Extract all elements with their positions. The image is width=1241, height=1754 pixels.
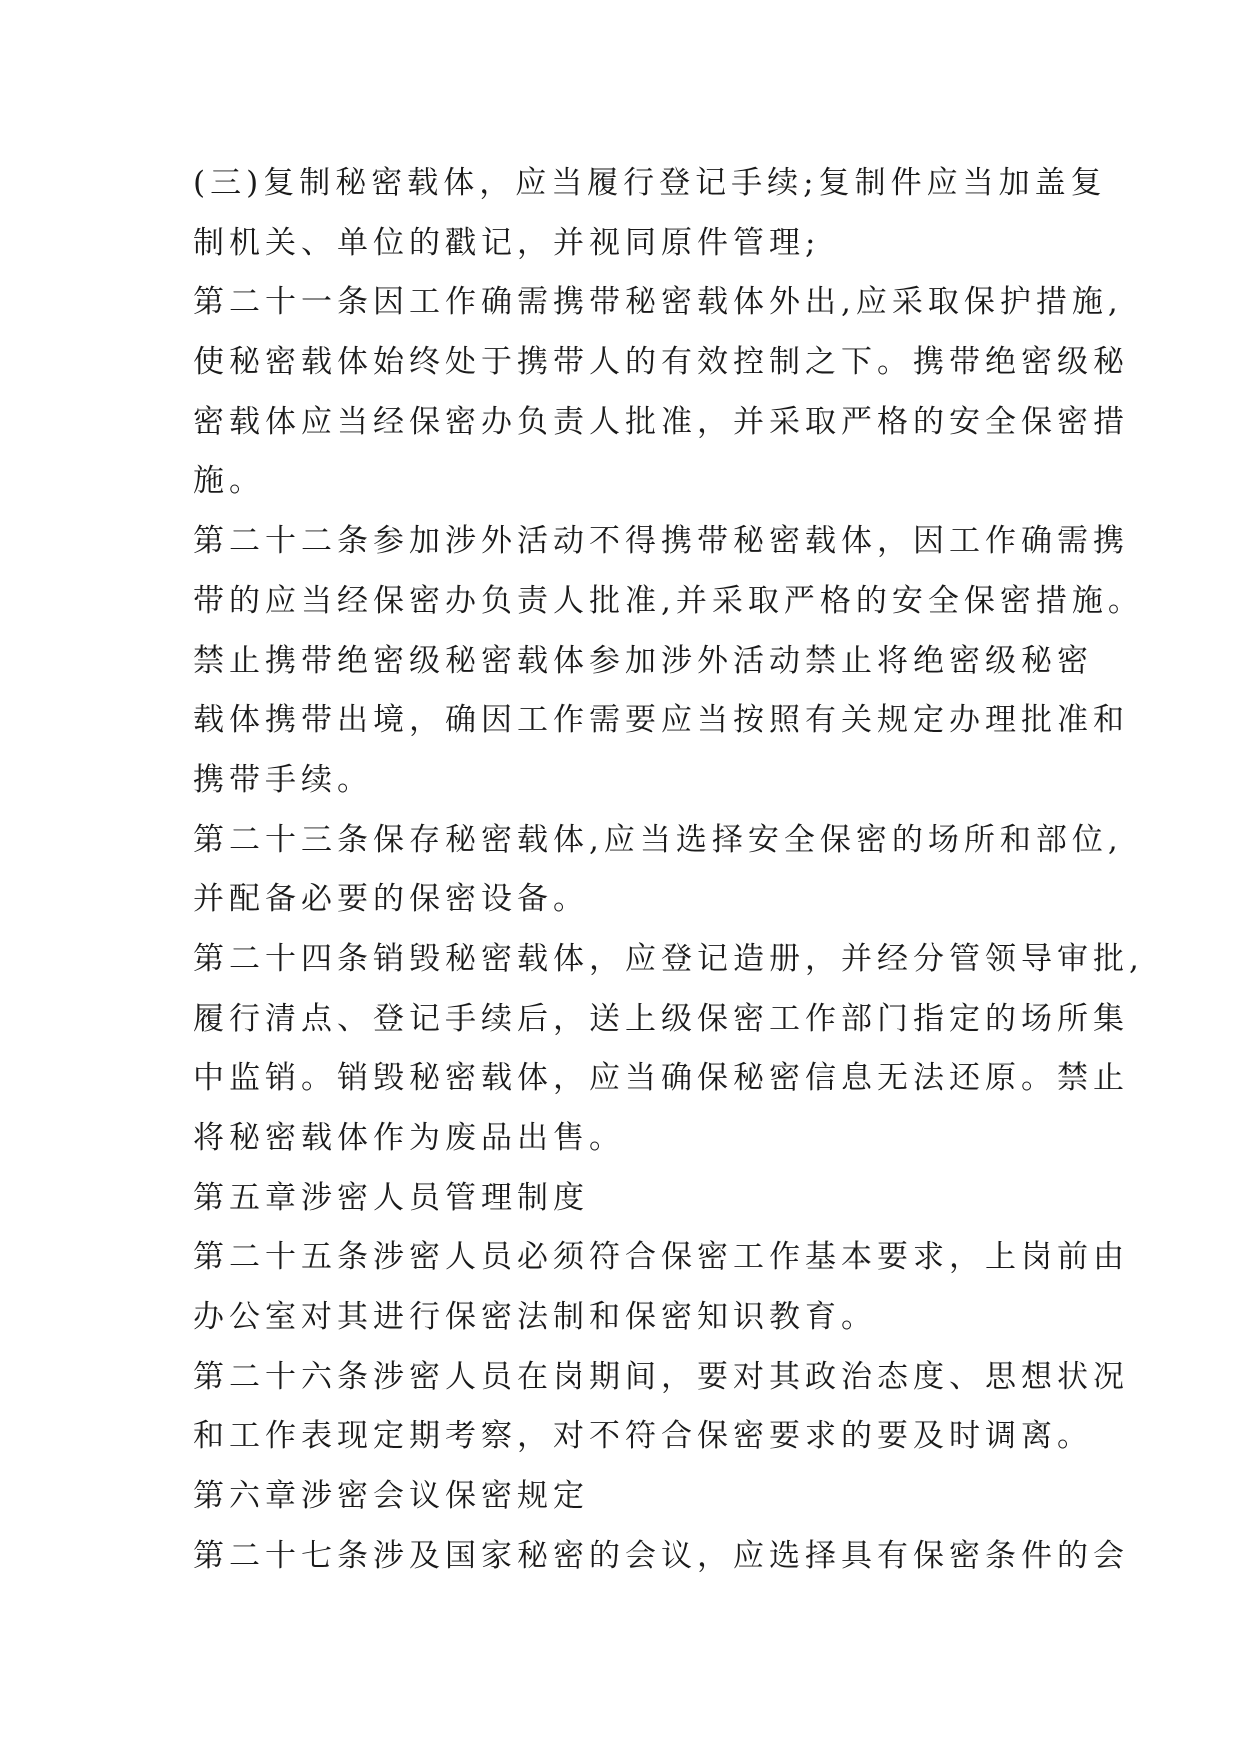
text-line: 第二十六条涉密人员在岗期间，要对其政治态度、思想状况 bbox=[193, 1358, 1129, 1395]
chapter-heading: 第五章涉密人员管理制度 bbox=[193, 1179, 589, 1216]
text-line: 携带手续。 bbox=[193, 761, 373, 798]
text-line: 第二十二条参加涉外活动不得携带秘密载体，因工作确需携 bbox=[193, 523, 1129, 560]
text-line: 第二十五条涉密人员必须符合保密工作基本要求，上岗前由 bbox=[193, 1239, 1129, 1276]
text-line: 将秘密载体作为废品出售。 bbox=[193, 1120, 625, 1156]
text-line: 办公室对其进行保密法制和保密知识教育。 bbox=[193, 1299, 877, 1336]
text-line: 第二十七条涉及国家秘密的会议，应选择具有保密条件的会 bbox=[193, 1537, 1129, 1574]
text-line: 第二十三条保存秘密载体,应当选择安全保密的场所和部位, bbox=[193, 821, 1123, 858]
text-line: 并配备必要的保密设备。 bbox=[193, 881, 589, 918]
text-line: 中监销。销毁秘密载体，应当确保秘密信息无法还原。禁止 bbox=[193, 1060, 1129, 1097]
text-line: 制机关、单位的戳记，并视同原件管理; bbox=[193, 224, 821, 261]
text-line: 使秘密载体始终处于携带人的有效控制之下。携带绝密级秘 bbox=[193, 344, 1129, 381]
text-line: 履行清点、登记手续后，送上级保密工作部门指定的场所集 bbox=[193, 1000, 1129, 1037]
text-line: 载体携带出境，确因工作需要应当按照有关规定办理批准和 bbox=[193, 702, 1129, 739]
text-line: (三)复制秘密载体，应当履行登记手续;复制件应当加盖复 bbox=[193, 165, 1107, 201]
document-body bbox=[193, 154, 1144, 1587]
text-line: 第二十一条因工作确需携带秘密载体外出,应采取保护措施, bbox=[193, 284, 1123, 321]
text-line: 第二十四条销毁秘密载体，应登记造册，并经分管领导审批, bbox=[193, 940, 1144, 977]
chapter-heading: 第六章涉密会议保密规定 bbox=[193, 1478, 589, 1515]
text-line: 和工作表现定期考察，对不符合保密要求的要及时调离。 bbox=[193, 1418, 1093, 1455]
text-line: 禁止携带绝密级秘密载体参加涉外活动禁止将绝密级秘密 bbox=[193, 642, 1093, 679]
text-line: 施。 bbox=[193, 463, 265, 500]
text-line: 带的应当经保密办负责人批准,并采取严格的安全保密措施。 bbox=[193, 582, 1144, 619]
text-line: 密载体应当经保密办负责人批准，并采取严格的安全保密措 bbox=[193, 403, 1129, 440]
